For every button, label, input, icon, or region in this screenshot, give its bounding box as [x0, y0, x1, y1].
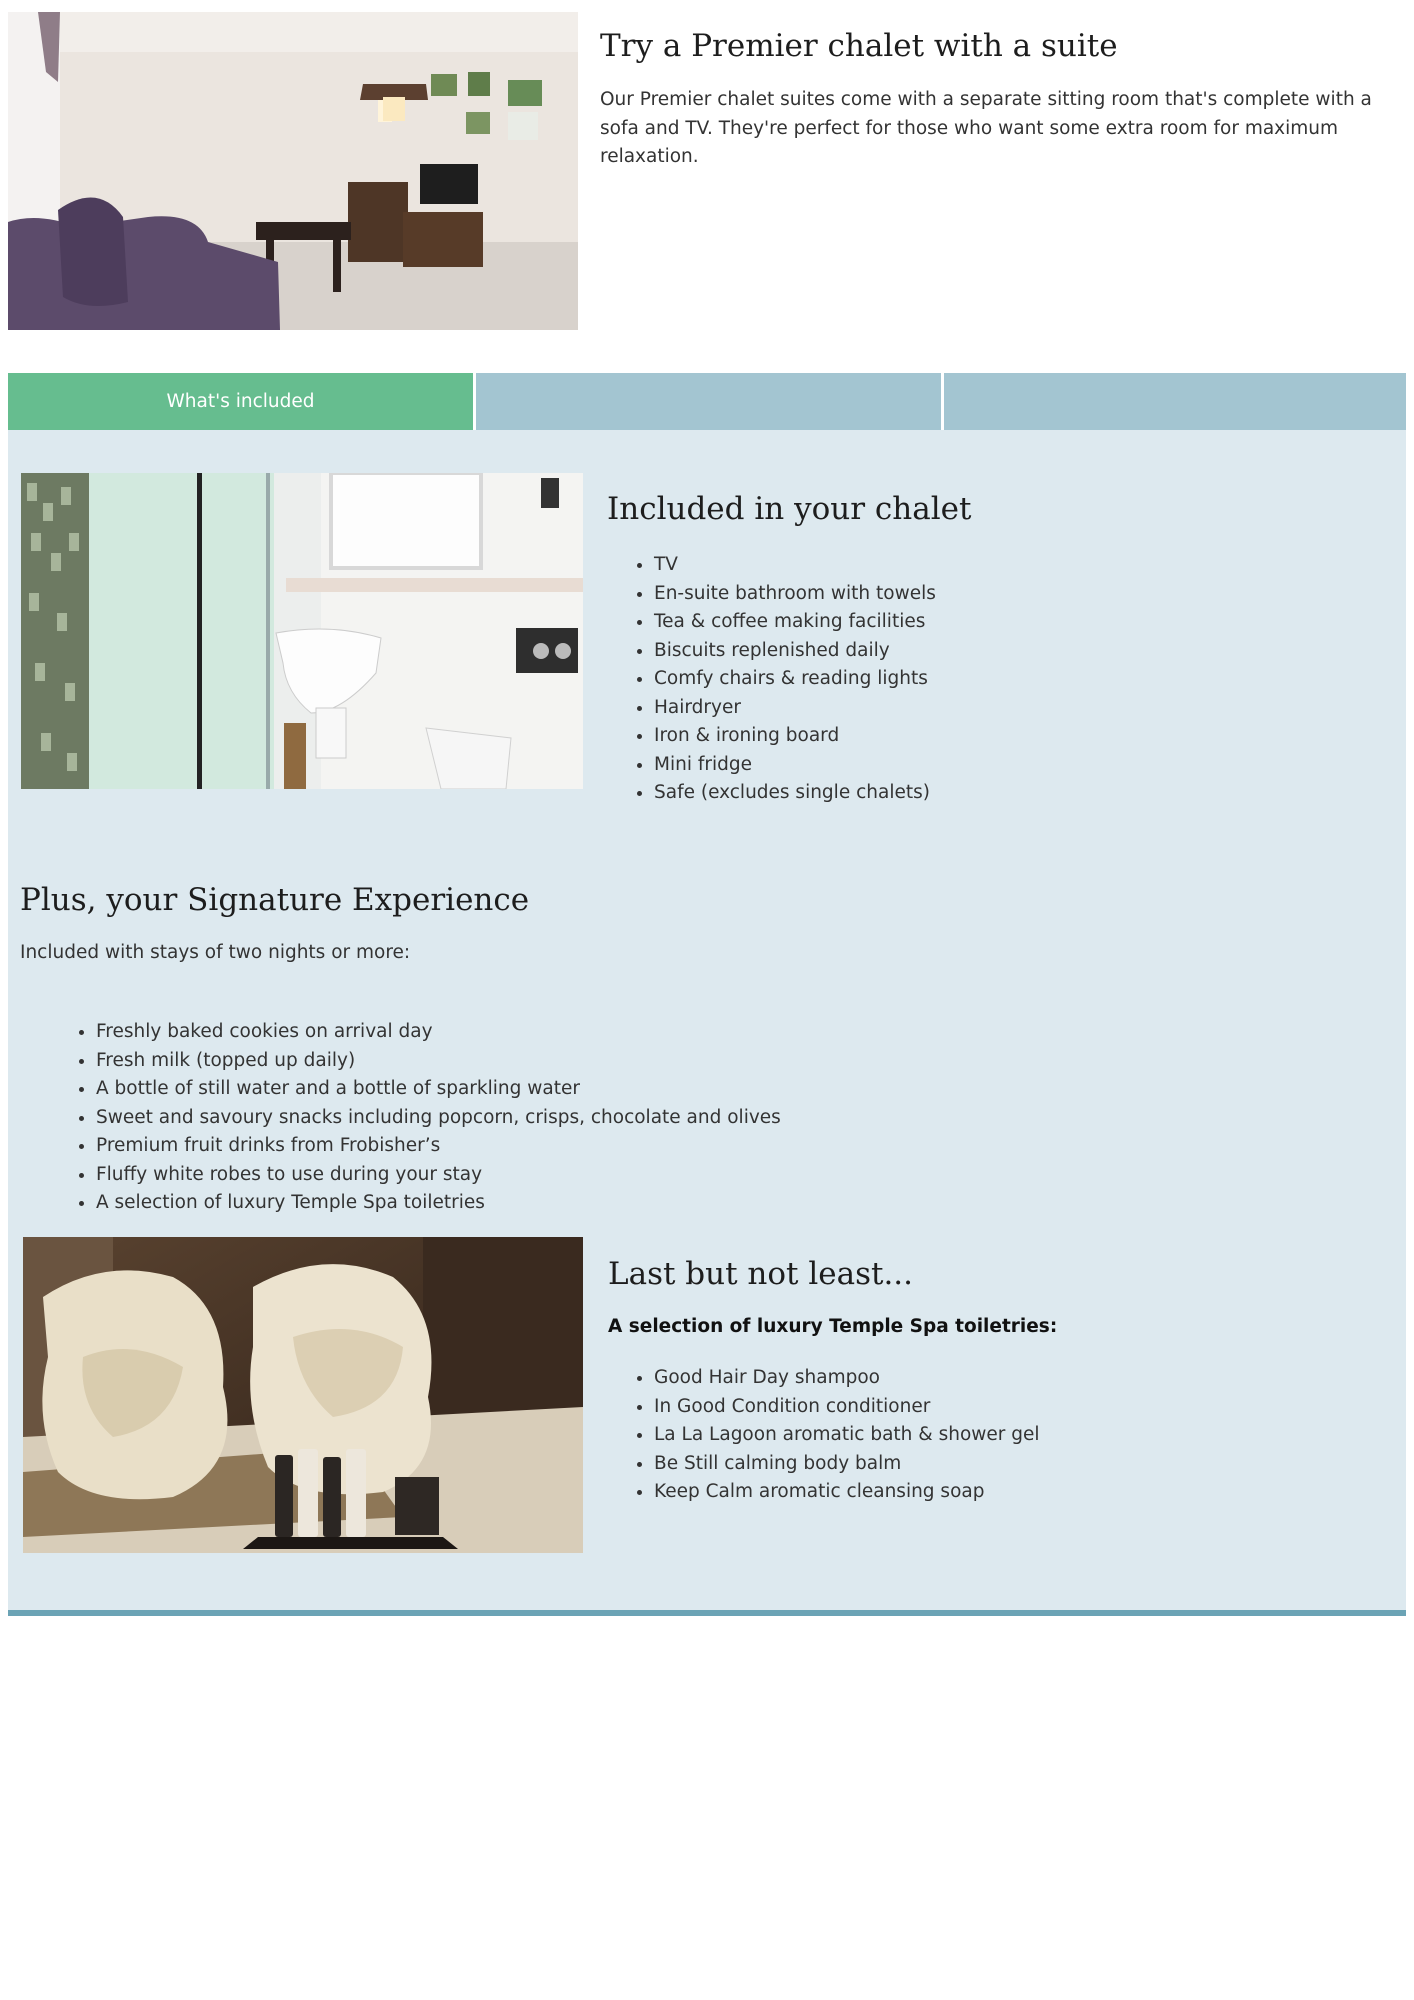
list-item: • Sweet and savoury snacks including popcorn, crisps, chocolate and olives [96, 1104, 781, 1133]
tab-2[interactable] [476, 373, 941, 430]
ensuite-bathroom-photo [21, 473, 583, 789]
list-item: • Comfy chairs & reading lights [654, 665, 936, 694]
list-item: • Fresh milk (topped up daily) [96, 1047, 781, 1076]
panel-bottom-border [8, 1610, 1406, 1616]
tab-whats-included[interactable] [8, 373, 473, 430]
signature-list [50, 1018, 781, 1218]
list-item: • Safe (excludes single chalets) [654, 779, 936, 808]
tab-whats-included-label: What's included [166, 391, 315, 412]
included-heading: Included in your chalet [607, 491, 972, 527]
list-item: • Biscuits replenished daily [654, 637, 936, 666]
list-item: • Fluffy white robes to use during your stay [96, 1161, 781, 1190]
promo-title: Try a Premier chalet with a suite [600, 28, 1118, 64]
promo-description: Our Premier chalet suites come with a separate sitting room that's complete with a sofa and TV. They're perfect for those who want some extra room for maximum relaxation. [600, 89, 1372, 167]
tab-3[interactable] [944, 373, 1406, 430]
list-item: • Be Still calming body balm [654, 1450, 1040, 1479]
list-item: • Iron & ironing board [654, 722, 936, 751]
list-item: • Hairdryer [654, 694, 936, 723]
list-item: • A selection of luxury Temple Spa toiletries [96, 1189, 781, 1218]
signature-subtitle: Included with stays of two nights or more: [20, 942, 411, 963]
list-item: • TV [654, 551, 936, 580]
robes-and-toiletries-photo [23, 1237, 583, 1553]
suite-sitting-room-photo [8, 12, 578, 330]
list-item: • Keep Calm aromatic cleansing soap [654, 1478, 1040, 1507]
list-item: • Tea & coffee making facilities [654, 608, 936, 637]
toiletries-list [608, 1364, 1040, 1507]
signature-heading: Plus, your Signature Experience [20, 882, 530, 918]
list-item: • En-suite bathroom with towels [654, 580, 936, 609]
list-item: • Mini fridge [654, 751, 936, 780]
list-item: • Good Hair Day shampoo [654, 1364, 1040, 1393]
tab-bar [8, 373, 1406, 430]
last-subtitle: A selection of luxury Temple Spa toiletries: [608, 1316, 1058, 1337]
included-list [608, 551, 936, 808]
list-item: • In Good Condition conditioner [654, 1393, 1040, 1422]
list-item: • A bottle of still water and a bottle of sparkling water [96, 1075, 781, 1104]
list-item: • Premium fruit drinks from Frobisher’s [96, 1132, 781, 1161]
last-heading: Last but not least... [608, 1256, 914, 1292]
list-item: • Freshly baked cookies on arrival day [96, 1018, 781, 1047]
list-item: • La La Lagoon aromatic bath & shower gel [654, 1421, 1040, 1450]
